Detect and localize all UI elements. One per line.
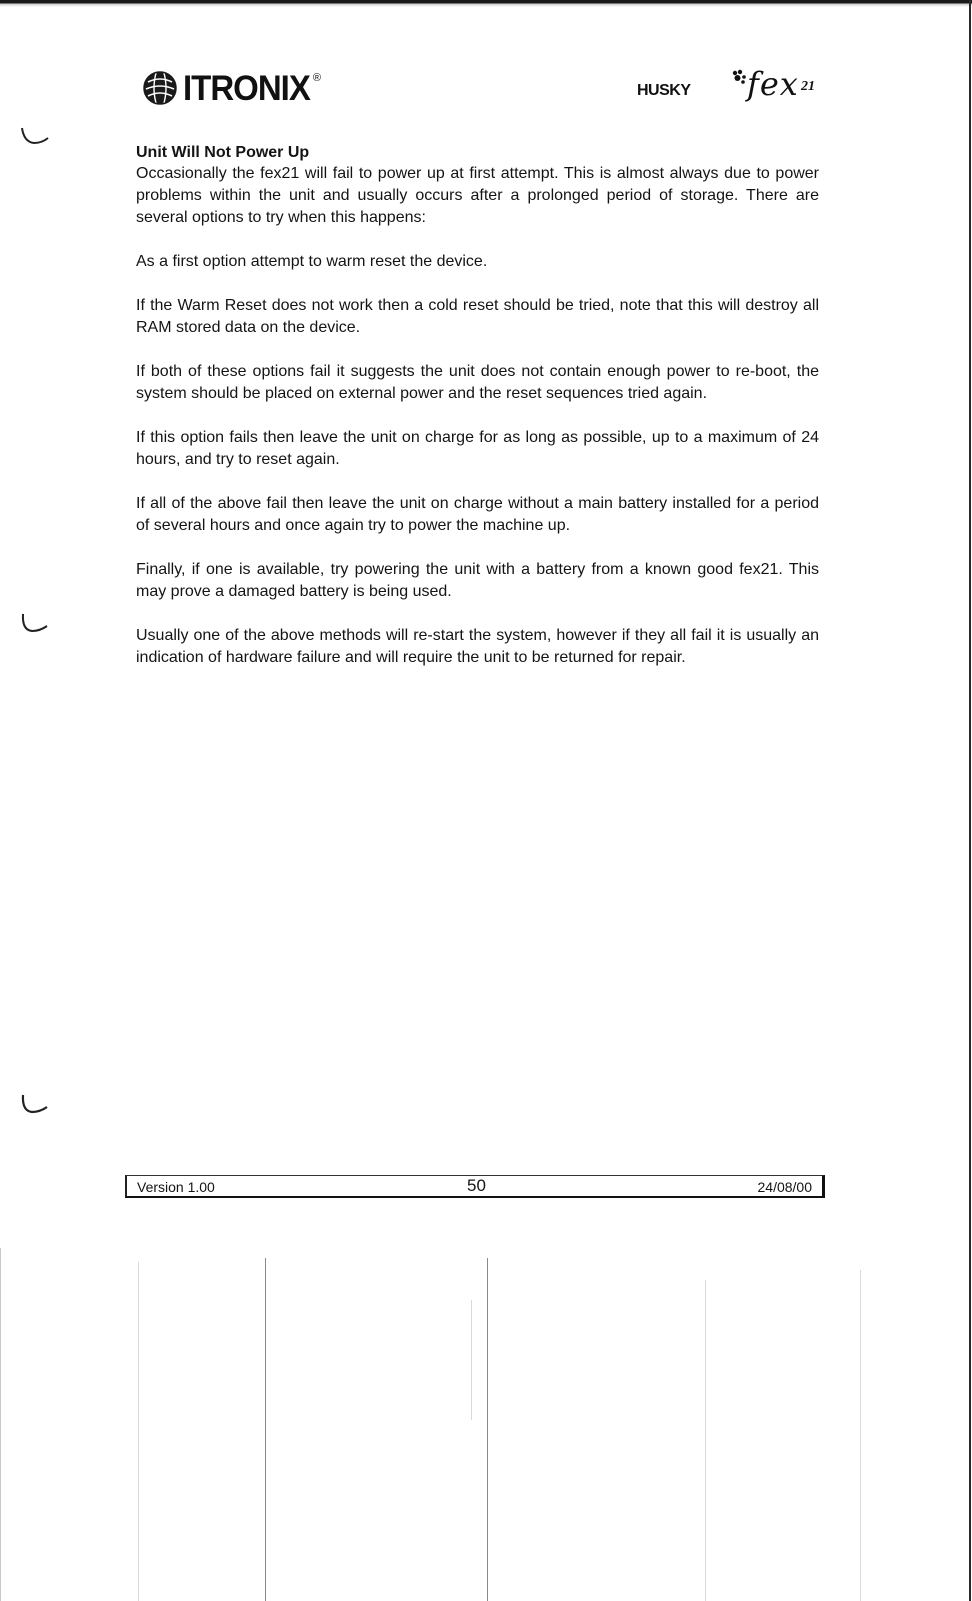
scan-artifact-line	[471, 1300, 472, 1420]
scan-artifact-line	[705, 1280, 706, 1601]
punch-hole-mark-icon	[20, 612, 50, 641]
punch-hole-mark-icon	[20, 126, 50, 153]
paragraph: Finally, if one is available, try powering the unit with a battery from a known good fex21. This may prove a damaged battery is being used.	[136, 561, 819, 600]
itronix-wordmark: ITRONIX	[183, 67, 310, 108]
scan-artifact-line	[138, 1262, 139, 1601]
scan-artifact-line	[265, 1258, 266, 1601]
footer-version: Version 1.00	[137, 1179, 215, 1195]
punch-hole-mark-icon	[20, 1093, 50, 1122]
right-border-rule	[969, 0, 971, 1601]
paw-prints-icon	[731, 69, 747, 90]
page-content	[136, 143, 819, 691]
fex-script-wordmark: fex	[747, 65, 799, 103]
page-number: 50	[467, 1176, 486, 1195]
paragraph: If the Warm Reset does not work then a cold reset should be tried, note that this will destroy all RAM stored data on the device.	[136, 297, 819, 336]
section-title: Unit Will Not Power Up	[136, 144, 310, 161]
paragraph: If this option fails then leave the unit on charge for as long as possible, up to a maximum of 24 hours, and try to reset again.	[136, 429, 819, 468]
paragraph: If both of these options fail it suggests the unit does not contain enough power to re-boot, the system should be placed on external power and the reset sequences tried again.	[136, 363, 819, 402]
paragraph: As a first option attempt to warm reset the device.	[136, 253, 488, 270]
paragraph: If all of the above fail then leave the unit on charge without a main battery installed for a period of several hours and once again try to power the machine up.	[136, 495, 819, 534]
page-footer	[125, 1175, 825, 1198]
scan-artifact-line	[487, 1258, 488, 1601]
scan-artifact-line	[860, 1270, 861, 1601]
scan-artifact-line	[0, 1248, 1, 1601]
registered-mark: ®	[312, 72, 321, 84]
itronix-logo	[142, 68, 321, 108]
model-number: 21	[801, 79, 815, 94]
footer-date: 24/08/00	[757, 1179, 812, 1195]
paragraph: Occasionally the fex21 will fail to power up at first attempt. This is almost always due to power problems within the unit and usually occurs after a prolonged period of storage. There are several options to try when this happens:	[136, 165, 819, 226]
globe-logo-icon	[142, 70, 178, 106]
husky-wordmark: HUSKY	[637, 82, 691, 99]
paragraph: Usually one of the above methods will re-start the system, however if they all fail it is usually an indication of hardware failure and will require the unit to be returned for repair.	[136, 627, 819, 666]
husky-fex21-logo	[637, 65, 827, 107]
top-border-rule	[0, 0, 972, 7]
